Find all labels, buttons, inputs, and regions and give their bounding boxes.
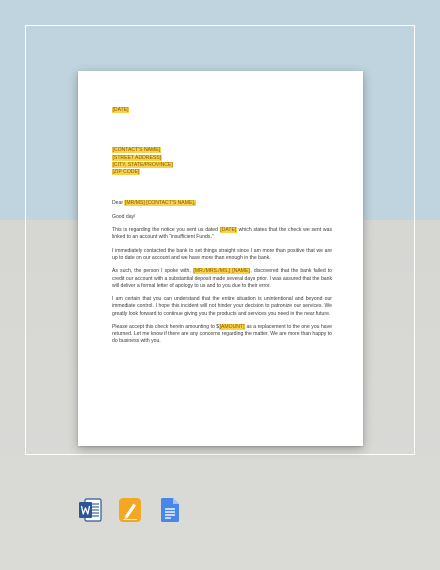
date-placeholder: [DATE] bbox=[220, 227, 237, 234]
word-icon[interactable] bbox=[78, 497, 102, 523]
google-docs-icon[interactable] bbox=[158, 497, 182, 523]
date-line bbox=[112, 107, 332, 114]
address-line: [CITY, STATE/PROVINCE] bbox=[112, 161, 173, 168]
paragraph-2: I immediately contacted the bank to set things straight since I am more than positive that we are up to date on our account and we have more than enough in the bank. bbox=[112, 247, 332, 261]
letter-body bbox=[112, 107, 332, 352]
date-placeholder: [DATE] bbox=[112, 107, 129, 113]
name-placeholder: [MR./MRS./MS.] [NAME] bbox=[193, 268, 250, 275]
salutation-placeholder: [MR/MS] [CONTACT'S NAME], bbox=[124, 200, 196, 207]
amount-placeholder: [AMOUNT] bbox=[219, 323, 245, 330]
address-line: [CONTACT'S NAME] bbox=[112, 147, 161, 154]
greeting: Good day! bbox=[112, 213, 136, 220]
salutation: Dear [MR/MS] [CONTACT'S NAME], bbox=[112, 200, 196, 207]
address-line: [ZIP CODE] bbox=[112, 169, 140, 175]
paragraph-4: I am certain that you can understand that the entire situation is unintentional and beyond our immediate control. I hope this incident will not hinder your decision to patronize our services. We greatly look forward to continue giving you the products and services you need in the near future. bbox=[112, 296, 332, 317]
format-icons bbox=[78, 497, 180, 525]
address-block bbox=[112, 147, 332, 176]
document-page bbox=[78, 71, 363, 446]
paragraph-5: Please accept this check herein amounting to $[AMOUNT] as a replacement to the one you have returned. Let me know if there are any concerns regarding the matter. We are more than happy to do business with you. bbox=[112, 323, 333, 345]
paragraph-1: This is regarding the notice you sent us dated [DATE] which states that the check we sent was linked to an account with “insufficient Funds.” bbox=[112, 227, 332, 241]
pages-icon[interactable] bbox=[118, 497, 142, 523]
paragraph-3: As such, the person I spoke with, [MR./MRS./MS.] [NAME], discovered that the bank failed to credit our account with a substantial deposit made several days prior. I was assured that the bank will deliver a formal letter of apology to us and to you due to their error. bbox=[112, 268, 332, 289]
address-line: [STREET ADDRESS] bbox=[112, 154, 162, 161]
